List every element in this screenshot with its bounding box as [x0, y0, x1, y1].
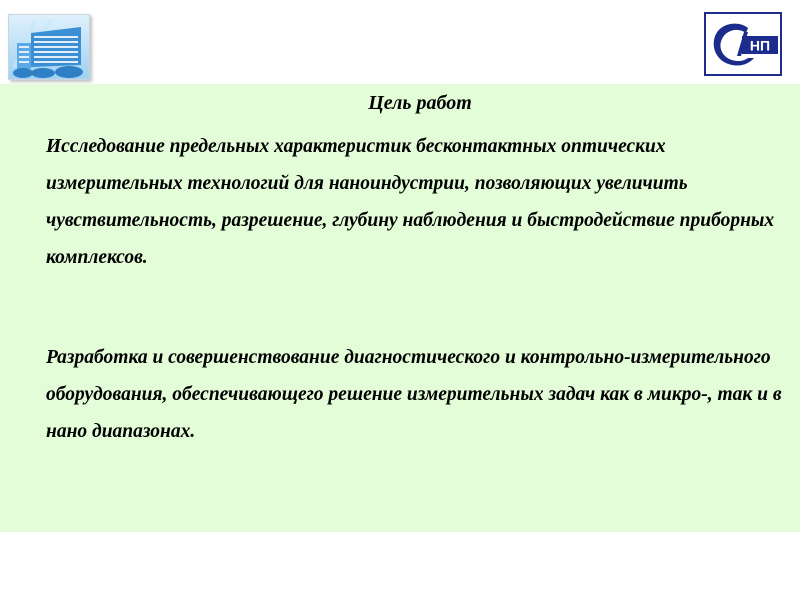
organization-logo-graphic: [704, 12, 782, 76]
building-logo-icon: [8, 14, 90, 80]
paragraph-development-goal: Разработка и совершенствование диагностического и контрольно-измерительного оборудования, обеспечивающего решение измерительных задач как в микро-, так и в нано диапазонах.: [46, 347, 782, 442]
logo-text: НП: [749, 37, 771, 54]
slide-title: Цель работ: [368, 92, 472, 114]
paragraph-research-goal: Исследование предельных характеристик бесконтактных оптических измерительных технологий для наноиндустрии, позволяющих увеличить чувствительность, разрешение, глубину наблюдения и быстродействие приборных комплексов.: [46, 136, 775, 268]
organization-logo-icon: [704, 12, 782, 76]
building-logo-graphic: [9, 15, 89, 79]
